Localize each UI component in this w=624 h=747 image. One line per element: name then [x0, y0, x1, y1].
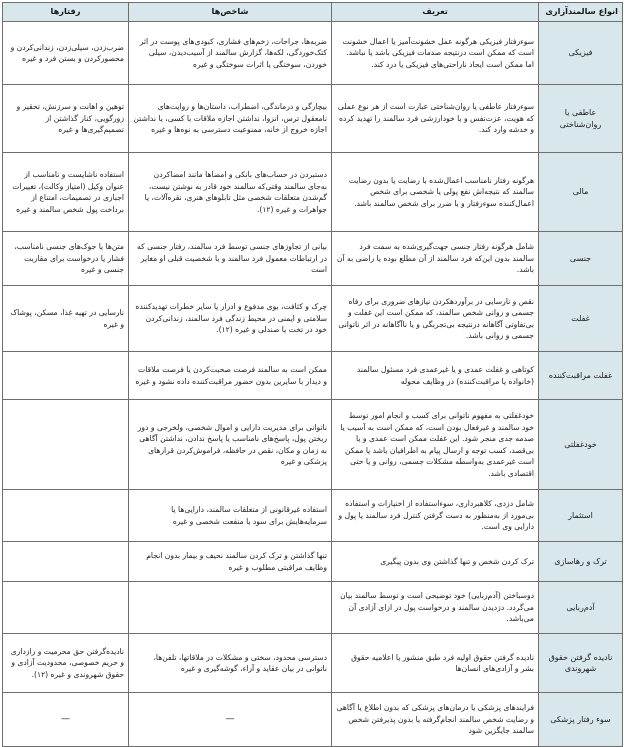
- indicators-cell: [129, 582, 332, 634]
- table-row: [3, 352, 623, 400]
- type-cell: مالی: [539, 153, 623, 232]
- indicators-cell: بیچارگی و درماندگی، اضطراب، داستان‌ها و روایت‌های نامعقول ترس، انزوا، نداشتن اجازه ملاقات با کسی، یا نداشتن اجازه خروج از خانه، ممنوعیت دسترسی به نوه‌ها و غیره: [129, 85, 332, 153]
- type-cell: جنسی: [539, 232, 623, 286]
- type-cell: نادیده گرفتن حقوق شهروندی: [539, 634, 623, 693]
- type-cell: عاطفی یا روان‌شناختی: [539, 85, 623, 153]
- definition-cell: کوتاهی و غفلت عمدی و یا غیرعمدی فرد مسئول سالمند (خانواده یا مراقبت‌کننده) در وظایف محوله: [332, 352, 539, 400]
- definition-cell: سوءرفتار فیزیکی هرگونه عمل خشونت‌آمیز یا اعمال خشونت است که ممکن است درنتیجه صدمات فیزیکی باشد یا نباشد. اما ممکن است ایجاد ناراحتی‌های فیزیکی یا درد کند.: [332, 22, 539, 85]
- indicators-cell: —: [129, 693, 332, 747]
- table-row: [3, 582, 623, 634]
- behaviors-cell: —: [3, 693, 129, 747]
- behaviors-cell: متن‌ها یا جوک‌های جنسی نامناسب، فشار یا درخواست برای مقاربت جنسی و غیره: [3, 232, 129, 286]
- type-cell: آدم‌ربایی: [539, 582, 623, 634]
- indicators-cell: دسترسی محدود، سختی و مشکلات در ملاقاتها، تلفن‌ها، ناتوانی در بیان عقاید و آراء، گوشه‌گیری و غیره: [129, 634, 332, 693]
- behaviors-cell: [3, 542, 129, 582]
- definition-cell: شامل دزدی، کلاهبرداری، سوءاستفاده از اختیارات و استفاده بی‌مورد از به‌منظور به دست گرفتن کنترل فرد سالمند یا پول و دارایی وی است.: [332, 490, 539, 542]
- table-row: [3, 22, 623, 85]
- table-row: [3, 400, 623, 490]
- indicators-cell: ناتوانی برای مدیریت دارایی و اموال شخصی، ولخرجی و دور ریختن پول، پاسخ‌های نامناسب یا پاسخ ندادن، نداشتن آگاهی به زمان و مکان، نقص در حافظه، فراموش‌کردن قرارهای پزشکی و غیره: [129, 400, 332, 490]
- table-row: [3, 693, 623, 747]
- indicators-cell: بیانی از تجاوزهای جنسی توسط فرد سالمند، رفتار جنسی که در ارتباطات معمول فرد سالمند و با شخصیت قبلی او مغایر است: [129, 232, 332, 286]
- table-row: [3, 634, 623, 693]
- table-row: [3, 232, 623, 286]
- table-row: [3, 286, 623, 352]
- indicators-cell: ضربه‌ها، جراحات، زخم‌های فشاری، کبودی‌های پوست در اثر کتک‌خوردگی، لکه‌ها، گزارش سالمند از آسیب‌دیدن، سیلی خوردن، سوختگی یا اثرات سوختگی و غیره: [129, 22, 332, 85]
- indicators-cell: چرک و کثافت، بوی مدفوع و ادرار یا سایر خطرات تهدیدکننده سلامتی و ایمنی در محیط زندگی فرد سالمند، زندانی‌کردن خود در تخت یا صندلی و غیره (۱۲).: [129, 286, 332, 352]
- definition-cell: فرایندهای پزشکی یا درمان‌های پزشکی که بدون اطلاع یا آگاهی و رضایت شخص سالمند انجام‌گرفته یا بدون پذیرفتن شخص سالمند جایگزین شود: [332, 693, 539, 747]
- table-row: [3, 85, 623, 153]
- definition-cell: نقص و نارسایی در برآوردهکردن نیازهای ضروری برای رفاه جسمی و روانی شخص سالمند، که ممکن است این غفلت و بی‌تفاوتی آگاهانه درنتیجه بی‌تجربگی و یا ناآگاهانه در اثر ناتوانی جسمی و روانی باشد.: [332, 286, 539, 352]
- type-cell: استثمار: [539, 490, 623, 542]
- header-type: انواع سالمندآزاری: [539, 3, 623, 22]
- definition-cell: خودغفلتی به مفهوم ناتوانی برای کسب و انجام امور توسط خود سالمند و غیرفعال بودن است، که ممکن است به آسیب یا صدمه جدی منجر شود. این غفلت ممکن است عمدی و یا بی‌قصد، کسب توجه و ارسال پیام به اطرافیان باشد یا ممکن است غیرعمدی به‌واسطه مشکلات جسمی، روانی و یا حتی اقتصادی باشد.: [332, 400, 539, 490]
- behaviors-cell: نارسایی در تهیه غذا، مسکن، پوشاک و غیره: [3, 286, 129, 352]
- type-cell: خودغفلتی: [539, 400, 623, 490]
- type-cell: سوء رفتار پزشکی: [539, 693, 623, 747]
- type-cell: غفلت مراقبت‌کننده: [539, 352, 623, 400]
- behaviors-cell: [3, 582, 129, 634]
- header-row: [3, 3, 623, 22]
- behaviors-cell: [3, 490, 129, 542]
- table-row: [3, 153, 623, 232]
- behaviors-cell: نادیده‌گرفتن حق محرمیت و رازداری و حریم خصوصی، محدودیت آزادی و حقوق شهروندی و غیره (۱۲).: [3, 634, 129, 693]
- table-row: [3, 542, 623, 582]
- definition-cell: هرگونه رفتار نامناسب اعمال‌شده با رضایت یا بدون رضایت سالمند که نتیجه‌اش نفع پولی یا شخصی برای شخص اعمال‌کننده سوءرفتار و یا ضرر برای شخص سالمند باشد.: [332, 153, 539, 232]
- type-cell: ترک و رهاسازی: [539, 542, 623, 582]
- behaviors-cell: [3, 352, 129, 400]
- behaviors-cell: ضرب‌زدن، سیلی‌زدن، زندانی‌کردن و محصورکردن و بستن فرد و غیره: [3, 22, 129, 85]
- type-cell: غفلت: [539, 286, 623, 352]
- header-indicators: شاخص‌ها: [129, 3, 332, 22]
- behaviors-cell: توهین و اهانت و سرزنش، تحقیر و زورگویی، کنار گذاشتن از تصمیم‌گیری‌ها و غیره: [3, 85, 129, 153]
- table-row: [3, 490, 623, 542]
- definition-cell: ترک کردن شخص و تنها گذاشتن وی بدون پیگیری: [332, 542, 539, 582]
- header-definition: تعریف: [332, 3, 539, 22]
- indicators-cell: ممکن است به سالمند فرصت صحبت‌کردن یا فرصت ملاقات و دیدار با سایرین بدون حضور مراقبت‌کننده داده نشود و غیره: [129, 352, 332, 400]
- header-behaviors: رفتارها: [3, 3, 129, 22]
- elder-abuse-table: [2, 2, 623, 747]
- indicators-cell: استفاده غیرقانونی از متعلقات سالمند، دارایی‌ها یا سرمایه‌هایش برای سود یا منفعت شخصی و غیره: [129, 490, 332, 542]
- type-cell: فیزیکی: [539, 22, 623, 85]
- indicators-cell: دستبردن در حساب‌های بانکی و امضاها مانند امضاکردن به‌جای سالمند وقتی‌که سالمند خود قادر به نوشتن نیست، گم‌شدن متعلقات شخصی مثل تابلوهای هنری، نقره‌آلات، یا جواهرات و غیره (۱۲).: [129, 153, 332, 232]
- definition-cell: نادیده گرفتن حقوق اولیه فرد طبق منشور یا اعلامیه حقوق بشر و آزادی‌های انسان‌ها: [332, 634, 539, 693]
- definition-cell: دوسباختن (آدم‌ربایی) خود توضیحی است و توسط سالمند بیان می‌گردد. دزدیدن سالمند و درخواست پول در ازای آزادی آن می‌باشد.: [332, 582, 539, 634]
- indicators-cell: تنها گذاشتن و ترک کردن سالمند نحیف و بیمار بدون انجام وظایف مراقبتی مطلوب و غیره: [129, 542, 332, 582]
- behaviors-cell: [3, 400, 129, 490]
- definition-cell: شامل هرگونه رفتار جنسی جهت‌گیری‌شده به سمت فرد سالمند بدون این‌که فرد سالمند از آن مطلع بوده یا راضی به آن باشد.: [332, 232, 539, 286]
- definition-cell: سوءرفتار عاطفی یا روان‌شناختی عبارت است از هر نوع عملی که هویت، عزت‌نفس و یا خودارزشی فرد سالمند را تهدید کرده و خدشه وارد کند.: [332, 85, 539, 153]
- behaviors-cell: استفاده ناشایست و نامناسب از عنوان وکیل (امتیاز وکالت)، تغییرات اجباری در تصمیمات، امتناع از برداخت پول شخص سالمند و غیره: [3, 153, 129, 232]
